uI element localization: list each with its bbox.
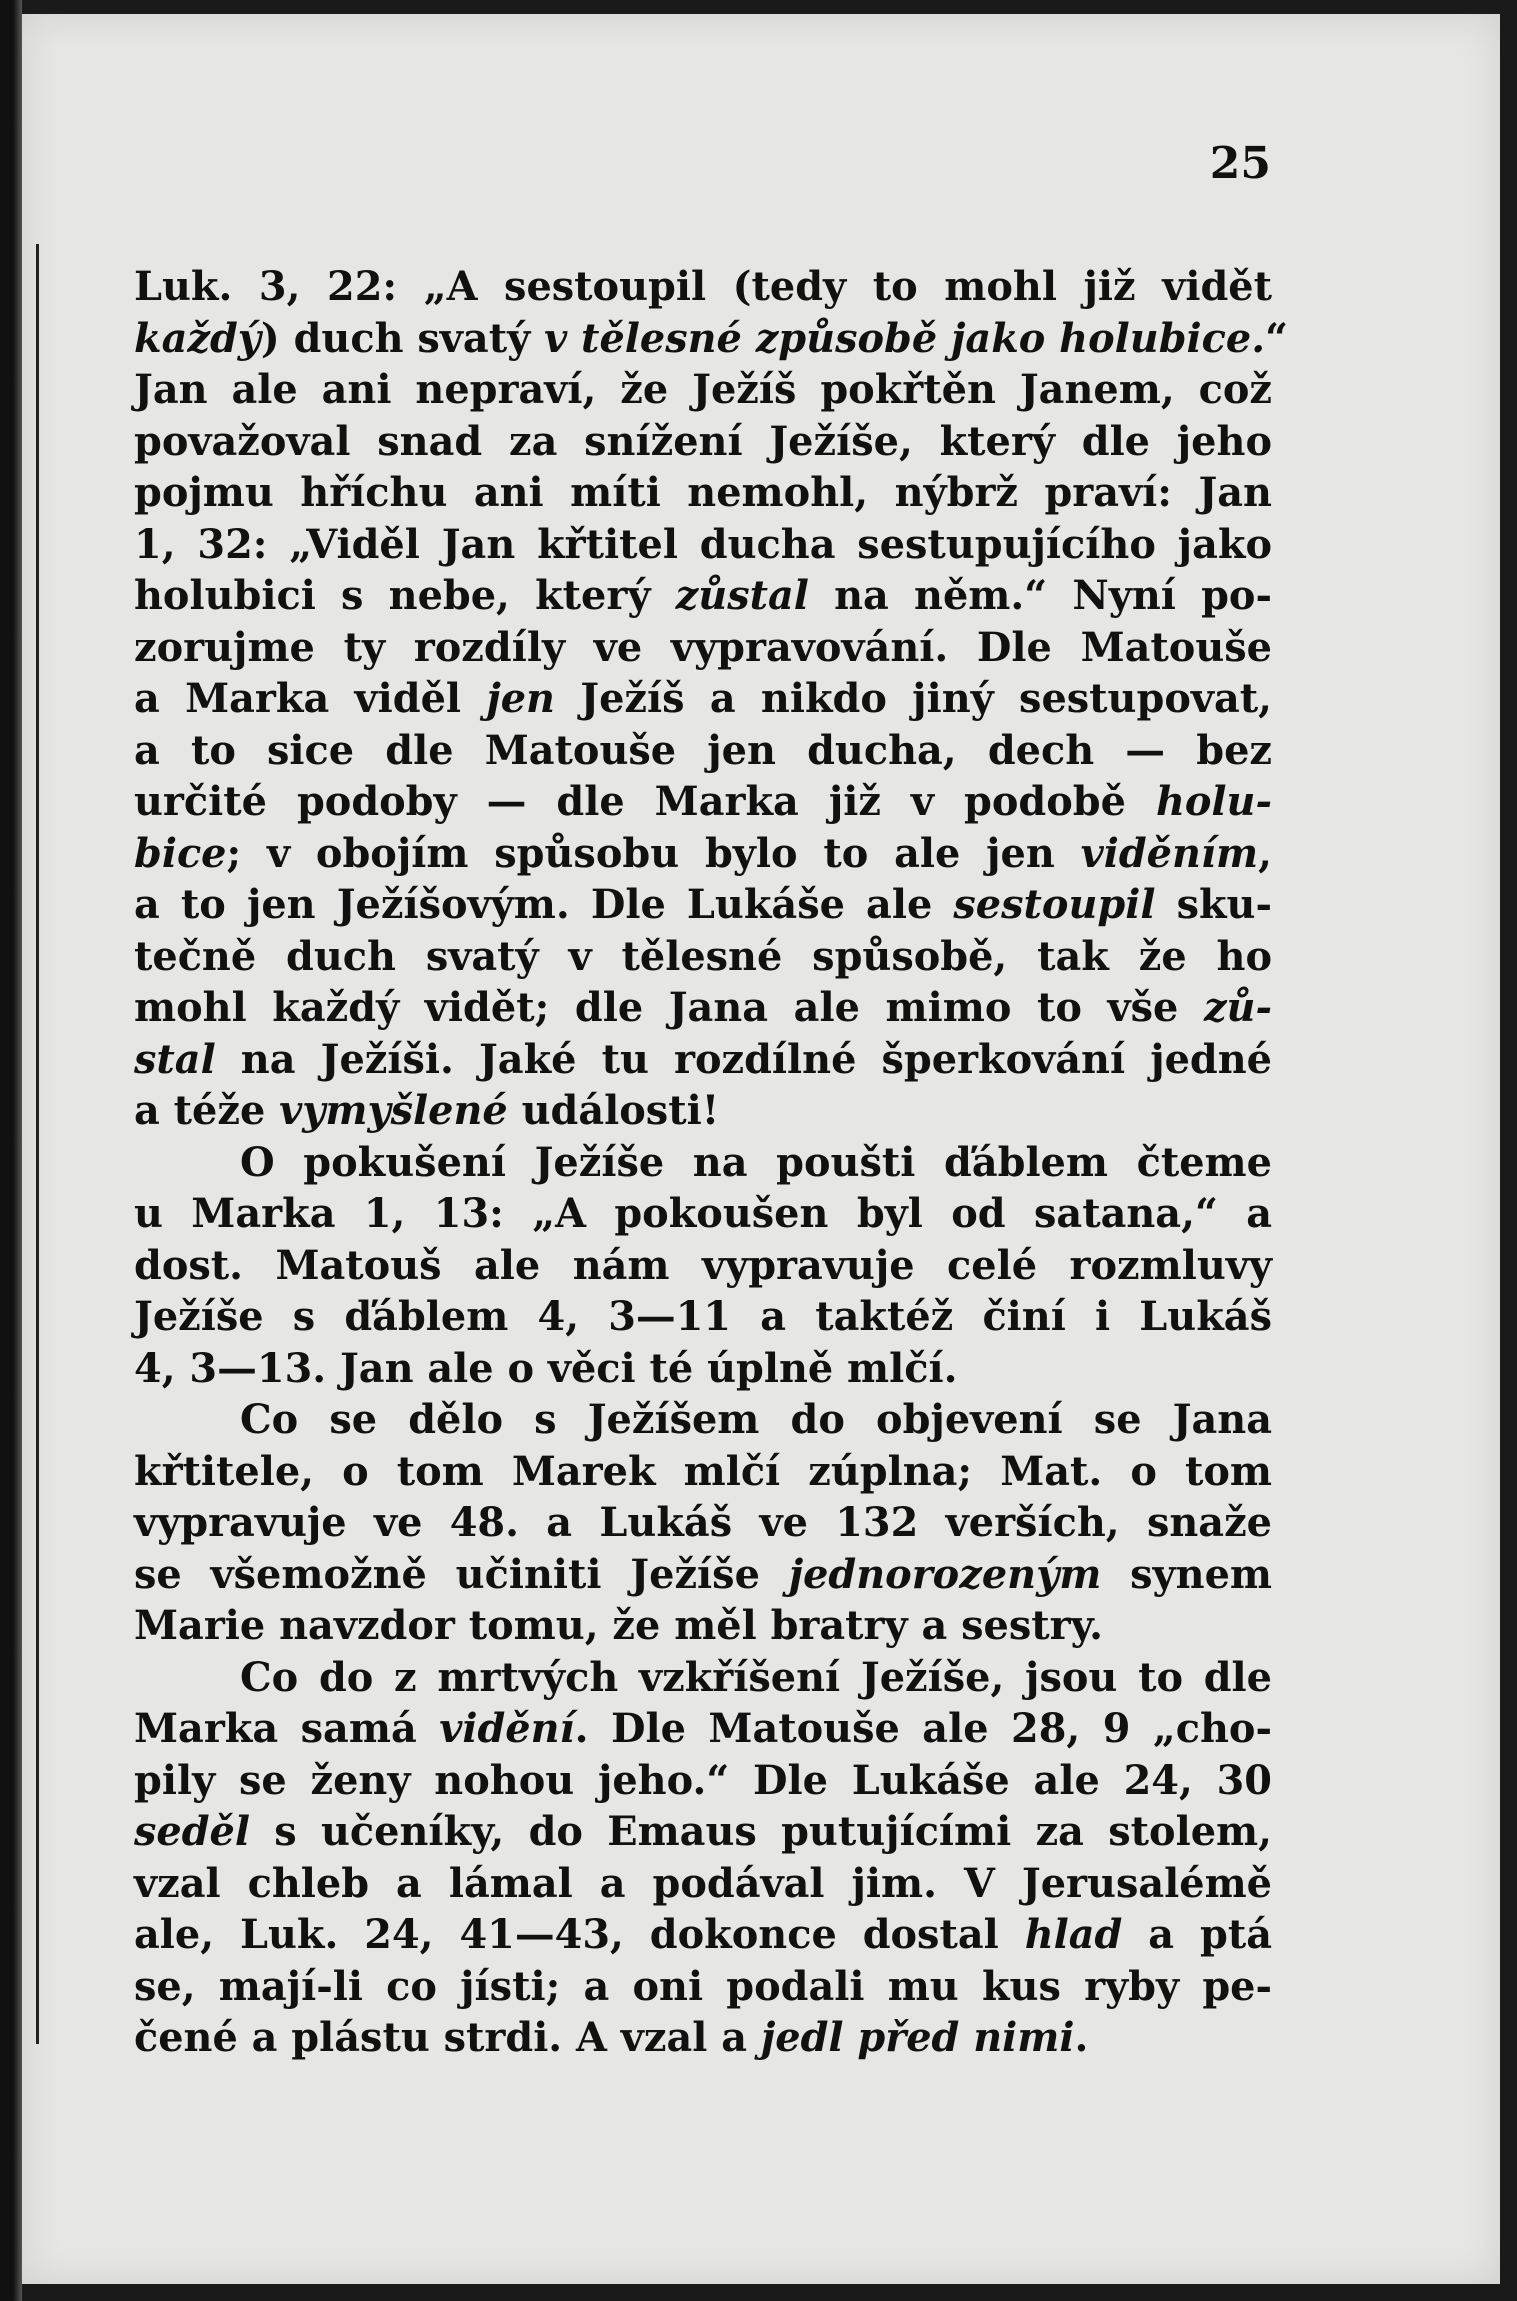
binding-line (36, 244, 39, 2044)
text-line (134, 520, 1272, 572)
italic-run: jen (486, 676, 555, 722)
text-run: pojmu hříchu ani míti nemohl, nýbrž praví: Jan (134, 470, 1272, 516)
text-run: s učeníky, do Emaus putujícími za stolem, (250, 1809, 1272, 1855)
text-run: a to jen Ježíšovým. Dle Lukáše ale (134, 882, 954, 928)
text-run: a to sice dle Matouše jen ducha, dech — bez (134, 727, 1272, 774)
text-run: na něm.“ Nyní po- (808, 573, 1272, 619)
text-line (134, 1859, 1272, 1911)
italic-run: jedl před nimi (760, 2015, 1075, 2061)
text-line (134, 1704, 1272, 1756)
text-run: vzal chleb a lámal a podával jim. V Jerusalémě (134, 1860, 1272, 1907)
text-run: holubici s nebe, který (134, 573, 676, 619)
text-run: synem (1101, 1551, 1272, 1598)
italic-run: hlad (1024, 1912, 1123, 1958)
text-run: 4, 3—13. Jan ale o věci té úplně mlčí. (134, 1345, 958, 1392)
italic-run: stal (134, 1036, 216, 1083)
text-run: Co se dělo s Ježíšem do objevení se Jana (240, 1397, 1272, 1443)
text-line (134, 777, 1272, 829)
body-text (134, 262, 1288, 2065)
italic-run: seděl (134, 1809, 250, 1855)
italic-run: viděním (1080, 830, 1259, 877)
text-run: ) duch svatý (260, 315, 545, 362)
text-run: Ježíš a nikdo jiný sestupovat, (554, 676, 1273, 722)
text-line (134, 1550, 1272, 1602)
text-run: Marka samá (134, 1706, 440, 1752)
text-line (134, 468, 1272, 520)
text-run: Luk. 3, 22: „A sestoupil (tedy to mohl již vidět (134, 264, 1272, 310)
text-run: Marie navzdor tomu, že měl bratry a sestry. (134, 1603, 1104, 1649)
text-line (134, 983, 1272, 1035)
italic-run: každý (134, 315, 261, 362)
text-run: zorujme ty rozdíly ve vypravování. Dle Matouše (134, 624, 1272, 671)
text-line (134, 623, 1272, 675)
text-line (134, 1756, 1272, 1808)
text-run: čené a plástu strdi. A vzal a (134, 2015, 761, 2061)
text-line (134, 1189, 1272, 1241)
text-run: a ptá (1122, 1912, 1272, 1958)
text-line (134, 1653, 1272, 1705)
text-run: Ježíše s ďáblem 4, 3—11 a taktéž činí i Lukáš (134, 1294, 1272, 1340)
italic-run: bice (134, 830, 227, 877)
text-run: pily se ženy nohou jeho.“ Dle Lukáše ale 24, 30 (134, 1757, 1272, 1804)
text-run: Jan ale ani nepraví, že Ježíš pokřtěn Janem, což (134, 367, 1272, 413)
text-line (134, 1395, 1272, 1447)
text-line (134, 932, 1272, 984)
text-run: křtitele, o tom Marek mlčí zúplna; Mat. o tom (134, 1448, 1272, 1495)
italic-run: zůstal (675, 573, 809, 619)
text-run: . Dle Matouše ale 28, 9 „cho- (574, 1706, 1272, 1752)
text-line (134, 1241, 1272, 1293)
text-run: vypravuje ve 48. a Lukáš ve 132 verších, snaže (134, 1500, 1272, 1546)
text-line (134, 417, 1272, 469)
italic-run: zů- (1203, 985, 1272, 1031)
text-run: události! (507, 1088, 720, 1134)
text-run: tečně duch svatý v tělesné spůsobě, tak že ho (134, 933, 1272, 980)
italic-run: vymyšlené (279, 1088, 508, 1134)
text-run: považoval snad za snížení Ježíše, který dle jeho (134, 418, 1272, 465)
text-line (134, 880, 1272, 932)
scan-left-edge (0, 0, 22, 2301)
text-line (134, 1138, 1272, 1190)
text-run: ; v obojím spůsobu bylo to ale jen (226, 830, 1081, 877)
text-line (134, 1807, 1272, 1859)
text-run: u Marka 1, 13: „A pokoušen byl od satana,“ a (134, 1191, 1272, 1237)
text-line (134, 1498, 1272, 1550)
text-run: mohl každý vidět; dle Jana ale mimo to vše (134, 985, 1204, 1031)
text-run: se všemožně učiniti Ježíše (134, 1551, 789, 1598)
italic-run: v tělesné způsobě jako holubice. (544, 315, 1266, 362)
text-run: dost. Matouš ale nám vypravuje celé rozmluvy (134, 1242, 1272, 1289)
text-run: , (1258, 830, 1272, 877)
text-line (134, 1601, 1272, 1653)
text-line (134, 726, 1272, 778)
text-run: ale, Luk. 24, 41—43, dokonce dostal (134, 1912, 1025, 1958)
text-run: 1, 32: „Viděl Jan křtitel ducha sestupujícího jako (134, 521, 1272, 568)
text-line (134, 829, 1272, 881)
text-run: a Marka viděl (134, 676, 487, 722)
text-line (134, 1344, 1272, 1396)
text-line (134, 571, 1272, 623)
text-line (134, 1086, 1272, 1138)
text-run: určité podoby — dle Marka již v podobě (134, 779, 1156, 825)
text-line (134, 1447, 1272, 1499)
italic-run: holu- (1155, 779, 1272, 825)
text-line (134, 365, 1272, 417)
italic-run: sestoupil (953, 882, 1156, 928)
text-run: se, mají-li co jísti; a oni podali mu kus ryby pe- (134, 1963, 1272, 2010)
page-number: 25 (1209, 138, 1271, 189)
text-line (134, 262, 1272, 314)
text-run: Co do z mrtvých vzkříšení Ježíše, jsou to dle (240, 1654, 1272, 1701)
text-run: “ (1265, 315, 1288, 362)
text-line (134, 1910, 1272, 1962)
text-line (134, 1292, 1272, 1344)
text-run: na Ježíši. Jaké tu rozdílné šperkování jedné (215, 1036, 1272, 1083)
text-run: a téže (134, 1088, 280, 1134)
italic-run: vidění (439, 1706, 575, 1752)
text-line (134, 314, 1288, 366)
text-line (134, 1035, 1272, 1087)
text-run: O pokušení Ježíše na poušti ďáblem čteme (240, 1139, 1272, 1186)
text-run: . (1074, 2015, 1089, 2061)
text-run: sku- (1155, 882, 1272, 928)
text-line (134, 1962, 1272, 2014)
text-line (134, 674, 1272, 726)
italic-run: jednorozeným (788, 1551, 1102, 1598)
text-line (134, 2013, 1272, 2065)
